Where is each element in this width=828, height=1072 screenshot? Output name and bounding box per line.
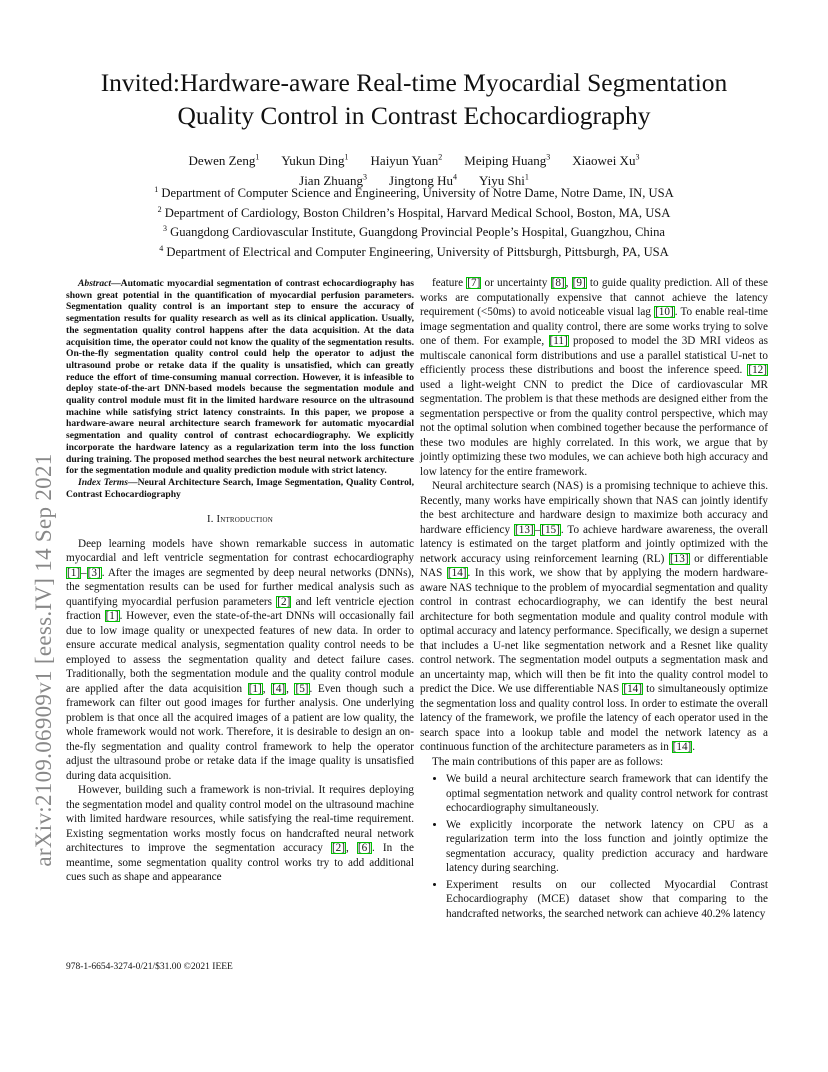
- introduction-body-right: [420, 276, 768, 769]
- author-affiliation-mark: 2: [438, 153, 443, 162]
- affiliation: [60, 221, 768, 241]
- author: [464, 153, 550, 168]
- paragraph-text: to simultaneously optimize the segmentation loss and quality control loss. In order to estimate the overall latency of the framework, we profile the latency of each operator used in the search space into a lookup table and model the network latency as a continuous function of the architecture parameters as in: [420, 683, 768, 753]
- citation-link[interactable]: [1]: [105, 610, 119, 623]
- section-heading-introduction: I. Introduction: [207, 514, 273, 526]
- affiliation-mark: 1: [154, 185, 159, 194]
- author-name: Yukun Ding: [281, 153, 345, 169]
- citation-link[interactable]: [6]: [357, 842, 371, 855]
- citation-link[interactable]: [9]: [572, 277, 586, 289]
- introduction-paragraph: [66, 783, 414, 885]
- author: [281, 153, 348, 168]
- abstract-label: Abstract: [78, 278, 112, 289]
- paragraph-text: . In this work, we show that by applying the modern hardware-aware NAS technique to the problem of myocardial segmentation and quality control in contrast echocardiography, we can identify the best neural architecture for both segmentation module and quality control module with optimal accuracy and latency performance. Specifically, we design a supernet that includes a U-net like segmentation network and a Resnet like quality control network. The segmentation model outputs a segmentation mask and an uncertainty map, which will then be fit into the quality control model to predict the Dice. We use differentiable NAS: [420, 567, 769, 695]
- arxiv-identifier: arXiv:2109.06909v1 [eess.IV] 14 Sep 2021: [31, 453, 56, 867]
- citation-link[interactable]: [3]: [87, 566, 101, 579]
- author-name: Jian Zhuang: [299, 172, 364, 188]
- copyright-footer: 978-1-6654-3274-0/21/$31.00 ©2021 IEEE: [66, 962, 233, 972]
- paragraph-text: . To achieve hardware awareness, the overall latency is estimated on the target platform and jointly optimized with the network accuracy using reinforcement learning (RL): [420, 523, 768, 565]
- paragraph-text: or differentiable NAS: [420, 552, 768, 579]
- paragraph-text: . After the images are segmented by deep neural networks (DNNs), the segmentation results can be used for further medical analysis such as quantifying myocardial perfusion parameters: [66, 566, 414, 608]
- citation-link[interactable]: [15]: [541, 523, 560, 536]
- affiliation-mark: 4: [159, 244, 164, 254]
- paragraph-text: used a light-weight CNN to predict the Dice of cardiovascular MR segmentation. The problem is that these methods are designed either from the segmentation perspective or from the quality control perspective, which may not the optimal solution when combined together because the performance of these two modules are highly correlated. In this work, we argue that by jointly optimizing these two modules, we can achieve both high accuracy and low latency for the entire framework.: [420, 378, 768, 478]
- author-affiliation-mark: 1: [344, 153, 349, 162]
- paragraph-text: ,: [262, 682, 272, 695]
- paper-title: [60, 66, 768, 132]
- paragraph-text: Neural architecture search (NAS) is a promising technique to achieve this. Recently, many works have empirically shown that NAS can jointly identify the best architecture and hardware design to maximize both accuracy and hardware efficiency: [420, 480, 768, 536]
- index-terms-text: —Neural Architecture Search, Image Segmentation, Quality Control, Contrast Echocardiography: [66, 476, 414, 500]
- introduction-body-left: [66, 537, 414, 885]
- paragraph-text: . However, even the state-of-the-art DNNs will occasionally fail due to low image quality or unexpected features of new data. In order to ensure accurate medical analysis, segmentation quality control needs to be employed to assess the segmentation quality and detect failure cases. Traditionally, both the segmentation module and the quality control module are applied after the data acquisition: [66, 610, 414, 695]
- author: [572, 153, 639, 168]
- author-name: Haiyun Yuan: [370, 153, 439, 169]
- index-terms: [66, 477, 414, 500]
- affiliation: [60, 241, 768, 261]
- affiliation-text: Department of Computer Science and Engineering, University of Notre Dame, Notre Dame, IN, USA: [158, 186, 674, 201]
- citation-link[interactable]: [8]: [551, 277, 565, 289]
- citation-link[interactable]: [2]: [277, 595, 291, 608]
- index-terms-label: Index Terms: [78, 476, 128, 488]
- paragraph-text: proposed to model the 3D MRI videos as multiscale canonical form distributions and use a parallel statistical U-net to efficiently process these distributions and boost the inference speed.: [420, 335, 769, 376]
- citation-link[interactable]: [10]: [655, 306, 674, 318]
- left-column: [66, 278, 414, 885]
- author-row-1: [60, 150, 768, 169]
- contribution-item: • We build a neural architecture search framework that can identify the optimal segmentation network and quality control network for contrast echocardiography simultaneously.: [446, 772, 768, 816]
- introduction-paragraph: [420, 276, 768, 479]
- paragraph-text: –: [534, 523, 541, 536]
- paragraph-text: ,: [286, 682, 295, 695]
- paragraph-text: However, building such a framework is non-trivial. It requires deploying the segmentation model and quality control model on the ultrasound machine with limited hardware resources, while satisfying the real-time requirement. Existing segmentation works mostly focus on handcrafted neural network architectures to improve the segmentation accuracy: [66, 784, 414, 855]
- affiliation: [60, 202, 768, 222]
- citation-link[interactable]: [11]: [549, 335, 568, 347]
- introduction-paragraph: [420, 755, 768, 770]
- affiliation-mark: 2: [157, 204, 162, 214]
- paragraph-text: or uncertainty: [481, 277, 551, 289]
- citation-link[interactable]: [1]: [67, 566, 81, 579]
- citation-link[interactable]: [2]: [331, 842, 345, 855]
- paragraph-text: . To enable real-time image segmentation and quality control, there are some works trying to solve one of them. For example,: [420, 306, 768, 347]
- paragraph-text: and left ventricle ejection fraction: [66, 595, 414, 623]
- title-line-2: Quality Control in Contrast Echocardiography: [177, 101, 651, 130]
- paragraph-text: ,: [565, 277, 572, 289]
- affiliation-text: Guangdong Cardiovascular Institute, Guangdong Provincial People’s Hospital, Guangzhou, China: [166, 225, 666, 240]
- paragraph-text: The main contributions of this paper are as follows:: [432, 755, 664, 768]
- affiliation-text: Department of Electrical and Computer Engineering, University of Pittsburgh, Pittsburgh, PA, USA: [163, 245, 669, 260]
- author-affiliation-mark: 3: [546, 153, 551, 162]
- contribution-item: • Experiment results on our collected Myocardial Contrast Echocardiography (MCE) dataset show that comparing to the handcrafted networks, the searched network can achieve 40.2% latency: [446, 878, 768, 922]
- citation-link[interactable]: [5]: [295, 682, 309, 695]
- introduction-paragraph: [420, 479, 768, 755]
- affiliation-mark: 3: [162, 224, 167, 234]
- author: [371, 153, 443, 168]
- author: [189, 153, 260, 168]
- author-name: Yiyu Shi: [478, 172, 525, 188]
- author-affiliation-mark: 1: [255, 153, 260, 162]
- abstract-text: —Automatic myocardial segmentation of contrast echocardiography has shown great potential in the quantification of myocardial perfusion parameters. Segmentation quality control is an important step to ensure the accuracy of segmentation results for quality research as well as its clinical application. Usually, the segmentation quality control happens after the data acquisition. At the data acquisition time, the operator could not know the quality of the segmentation results. On-the-fly segmentation quality control could help the operator to adjust the ultrasound probe or retake data if the quality is unsatisfied, which can greatly reduce the effort of time-consuming manual correction. However, it is infeasible to deploy state-of-the-art DNN-based models because the segmentation module and quality control module must fit in the limited hardware resource on the ultrasound machine while satisfying strict latency constraints. In this paper, we propose a hardware-aware neural architecture search framework for automatic myocardial segmentation and quality control of contrast echocardiography. We explicitly incorporate the hardware latency as a regularization term into the loss function during training. The proposed method searches the best neural network architecture for the segmentation module and quality prediction module with strict latency.: [66, 278, 414, 477]
- citation-link[interactable]: [1]: [248, 682, 262, 695]
- author-name: Meiping Huang: [464, 153, 547, 169]
- citation-link[interactable]: [14]: [447, 567, 467, 579]
- citation-link[interactable]: [14]: [623, 683, 642, 695]
- paragraph-text: ,: [345, 842, 357, 855]
- paragraph-text: . In the meantime, some segmentation quality control works try to add additional cues such as shape and appearance: [66, 842, 414, 884]
- affiliation-text: Department of Cardiology, Boston Children’s Hospital, Harvard Medical School, Boston, MA, USA: [161, 205, 671, 220]
- author-affiliation-mark: 3: [363, 172, 368, 182]
- paragraph-text: to guide quality prediction. All of these works are computationally expensive that cannot achieve the latency requirement (<50ms) to avoid noticeable visual lag: [420, 277, 768, 318]
- paragraph-text: feature: [432, 277, 467, 289]
- author-affiliation-mark: 4: [452, 172, 457, 182]
- citation-link[interactable]: [13]: [515, 523, 534, 536]
- author-name: Jingtong Hu: [389, 172, 453, 188]
- paragraph-text: Deep learning models have shown remarkable success in automatic myocardial and left ventricle segmentation for contrast echocardiography: [66, 537, 414, 565]
- affiliation: [60, 182, 768, 202]
- title-line-1: Invited:Hardware-aware Real-time Myocardial Segmentation: [100, 68, 728, 97]
- contribution-item: • We explicitly incorporate the network latency on CPU as a regularization term into the loss function and jointly optimize the segmentation accuracy, quality prediction accuracy and hardware latency during searching.: [446, 818, 768, 876]
- paragraph-text: . Even though such a framework can filter out good images for further analysis. One underlying problem is that once all the acquired images of a patient are low quality, the whole framework would not work. Therefore, it is desirable to design an on-the-fly segmentation and quality control framework to help the operator adjust the ultrasound probe or retake data if the image quality is unsatisfied during data acquisition.: [66, 682, 415, 782]
- author-name: Xiaowei Xu: [572, 153, 636, 169]
- citation-link[interactable]: [4]: [272, 682, 286, 695]
- citation-link[interactable]: [14]: [672, 741, 692, 753]
- author-name: Dewen Zeng: [188, 153, 256, 169]
- introduction-paragraph: [66, 537, 414, 784]
- author-affiliation-mark: 3: [635, 153, 640, 162]
- right-column: [420, 276, 768, 923]
- paragraph-text: .: [692, 741, 696, 753]
- abstract: [66, 278, 414, 477]
- citation-link[interactable]: [13]: [669, 552, 689, 565]
- contribution-list: [420, 772, 768, 921]
- author-affiliation-mark: 1: [524, 172, 529, 182]
- paragraph-text: –: [81, 566, 87, 579]
- affiliation-list: [60, 182, 768, 261]
- citation-link[interactable]: [7]: [467, 277, 481, 289]
- citation-link[interactable]: [12]: [748, 364, 767, 376]
